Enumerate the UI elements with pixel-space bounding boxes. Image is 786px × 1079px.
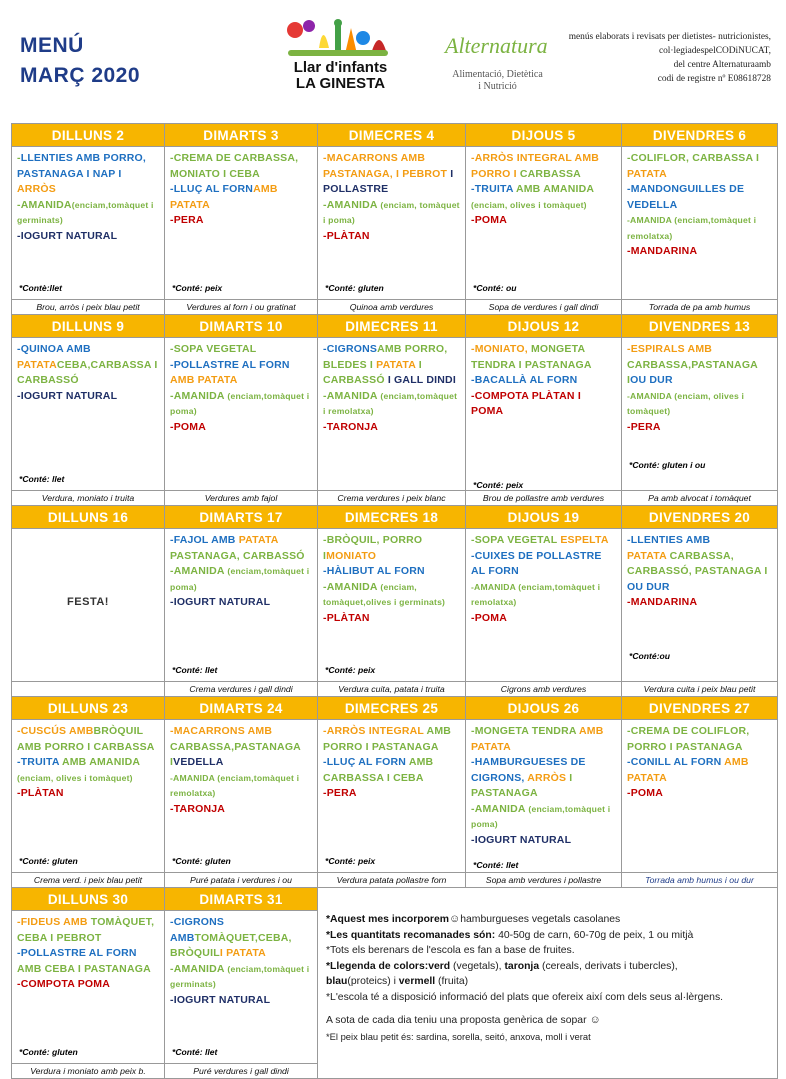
dish-segment: CARBASSA,PASTANAGA I — [627, 358, 758, 386]
dish-segment: -CONILL AL FORN — [627, 756, 725, 768]
allergen-note: *Conté: peix — [325, 856, 376, 866]
dish-segment: -POLLASTRE AL FORN — [170, 358, 290, 371]
day-header: DIMARTS 17 — [165, 506, 318, 529]
dinner-suggestion: Verdura i moniato amb peix b. — [12, 1064, 165, 1079]
dish-segment: PATATA — [627, 167, 667, 180]
legend-green: verd — [428, 960, 451, 972]
menu-dishes — [627, 533, 772, 611]
menu-dishes — [170, 724, 312, 817]
dish-segment: OU DUR — [627, 580, 670, 593]
day-header: DILLUNS 23 — [12, 697, 165, 720]
dish-segment: -AMANIDA — [170, 962, 228, 975]
dish-segment: -AMANIDA — [471, 802, 529, 815]
dietitian-note-line: col·legiadespelCODiNUCAT, — [658, 46, 771, 56]
info-text: 40-50g de carn, 60-70g de peix, 1 ou mitjà — [495, 929, 694, 941]
dinner-suggestion: Brou, arròs i peix blau petit — [12, 300, 165, 315]
dish-segment: AMB AMANIDA — [515, 183, 594, 195]
menu-cell — [165, 529, 318, 682]
dinner-suggestion: Crema verd. i peix blau petit — [12, 873, 165, 888]
day-header: DIJOUS 5 — [466, 124, 622, 147]
dish-segment: (enciam, tomàquet,olives i germinats) — [323, 581, 446, 607]
dish-segment: -MONGETA TENDRA — [471, 725, 579, 737]
dish-segment: -ESPIRALS AMB — [627, 343, 713, 355]
info-spacer — [326, 894, 769, 912]
dish-segment: -POLLASTRE AL FORN — [17, 947, 137, 959]
dish-segment: -IOGURT NATURAL — [17, 389, 118, 402]
allergen-note: *Conté: llet — [172, 665, 218, 675]
provider-subtitle-line1: Alimentació, Dietètica — [452, 69, 543, 80]
day-header: DILLUNS 30 — [12, 888, 165, 911]
menu-dishes — [471, 151, 616, 229]
dish-segment: TOMÀQUET,CEBA, BRÒQUIL — [170, 931, 292, 959]
menu-cell — [12, 338, 165, 491]
dish-segment: (enciam,tomàquet i remolatxa) — [323, 390, 458, 416]
menu-dishes — [627, 724, 772, 802]
dietitian-note-line: menús elaborats i revisats per dietistes- nutricionistes, — [568, 32, 771, 42]
dish-segment: -HÀLIBUT AL FORN — [323, 565, 425, 577]
dish-segment: -COMPOTA POMA — [17, 978, 111, 990]
menu-title: MENÚ — [20, 34, 84, 57]
dish-segment: -QUINOA AMB — [17, 343, 91, 355]
dish-segment: -PERA — [627, 420, 661, 433]
dinner-suggestion: Verdures amb fajol — [165, 491, 318, 506]
dish-segment: (enciam,tomàquet i poma) — [170, 390, 310, 416]
info-text: (cereals, derivats i tubercles), — [539, 960, 678, 972]
dish-segment: - — [17, 152, 21, 164]
dish-segment: PATATA — [627, 549, 670, 562]
dish-segment: AMB PATATA — [170, 374, 238, 386]
smiley-icon: ☺ — [449, 913, 461, 925]
school-name-line2: LA GINESTA — [295, 75, 386, 92]
info-bold: *Aquest mes incorporem — [326, 914, 449, 925]
menu-dishes — [17, 151, 159, 244]
dish-segment: CEBA,CARBASSA I CARBASSÓ — [17, 358, 158, 386]
menu-dishes — [170, 533, 312, 611]
dish-segment: -SOPA VEGETAL — [170, 343, 257, 355]
dish-segment: (enciam,tomàquet i poma) — [170, 566, 310, 592]
info-line: *Tots els berenars de l'escola es fan a base de fruites. — [326, 945, 575, 956]
dish-segment: ARRÒS — [17, 183, 56, 195]
info-text: (fruita) — [435, 976, 469, 987]
dish-segment: -TRUITA — [471, 183, 516, 195]
dinner-suggestion: Verdura cuita, patata i truita — [318, 682, 466, 697]
allergen-note: *Conté: peix — [473, 480, 524, 490]
menu-dishes — [170, 151, 312, 229]
dish-segment: AMB PORRO I PASTANAGA — [323, 725, 452, 753]
info-text: hamburgueses vegetals casolanes — [460, 914, 621, 925]
day-header: DIMECRES 25 — [318, 697, 466, 720]
legend-red: vermell — [398, 976, 436, 987]
allergen-note: *Conté: gluten — [19, 1047, 78, 1057]
menu-cell — [466, 147, 622, 300]
dish-segment: TOMÀQUET, CEBA I PEBROT — [17, 916, 155, 944]
menu-dishes — [471, 533, 616, 626]
dish-segment: OU DUR — [630, 374, 673, 386]
day-header: DIMECRES 4 — [318, 124, 466, 147]
menu-cell — [318, 147, 466, 300]
menu-dishes — [627, 342, 772, 435]
dish-segment: ARRÒS — [527, 771, 570, 784]
dinner-suggestion: Crema verdures i gall dindi — [165, 682, 318, 697]
dish-segment: -CUSCÚS AMB — [17, 725, 94, 737]
dish-segment: PATATA — [376, 358, 419, 371]
menu-table — [11, 123, 778, 1079]
dish-segment: (enciam, tomàquet i poma) — [323, 199, 460, 225]
menu-dishes — [17, 915, 159, 993]
day-header: DIVENDRES 6 — [622, 124, 778, 147]
dish-segment: I POLLASTRE — [323, 167, 454, 195]
dish-segment: MONIATO — [326, 549, 377, 562]
menu-cell — [622, 147, 778, 300]
dish-segment: -PERA — [170, 214, 204, 226]
dish-segment: (enciam, olives i tomàquet) — [471, 199, 587, 210]
dish-segment: -CREMA DE CARBASSA, MONIATO I CEBA — [170, 152, 299, 180]
menu-dishes — [17, 724, 159, 802]
allergen-note: *Conté: peix — [325, 665, 376, 675]
dish-segment: -AMANIDA (enciam, olives i tomàquet) — [627, 390, 745, 416]
dish-segment: -LLENTIES AMB — [627, 534, 711, 546]
dish-segment: -LLUÇ AL FORN — [323, 756, 409, 768]
menu-cell — [622, 529, 778, 682]
dinner-suggestion: Puré verdures i gall dindi — [165, 1064, 318, 1079]
day-header: DILLUNS 9 — [12, 315, 165, 338]
menu-cell — [12, 720, 165, 873]
dinner-suggestion: Pa amb alvocat i tomàquet — [622, 491, 778, 506]
dinner-suggestion: Sopa de verdures i gall dindi — [466, 300, 622, 315]
dish-segment: -MONIATO, — [471, 343, 531, 355]
menu-cell — [165, 720, 318, 873]
allergen-note: *Conté: gluten i ou — [629, 460, 706, 470]
dish-segment: AMB AMANIDA — [61, 756, 140, 768]
menu-cell — [165, 147, 318, 300]
dish-segment: ESPELTA — [560, 534, 609, 546]
info-line — [326, 912, 769, 928]
menu-dishes — [17, 342, 159, 404]
dish-segment: -IOGURT NATURAL — [471, 833, 572, 846]
dish-segment: -IOGURT NATURAL — [170, 596, 271, 608]
dish-segment: PASTANAGA, CARBASSÓ — [170, 549, 305, 562]
dinner-suggestion: Verdura cuita i peix blau petit — [622, 682, 778, 697]
dietitian-note — [541, 30, 771, 86]
dish-segment: I PASTANAGA — [471, 771, 573, 799]
dish-segment: VEDELLA — [173, 756, 224, 768]
info-line: *L'escola té a disposició informació del plats que ofereix així com dels seus al·lèrgens. — [326, 991, 724, 1003]
dish-segment: CARBASSA, CARBASSÓ, PASTANAGA I — [627, 549, 768, 577]
dish-segment: CARBASSA,PASTANAGA I — [170, 740, 301, 768]
info-line: *El peix blau petit és: sardina, sorella, seitó, anxova, moll i verat — [326, 1030, 591, 1042]
dinner-suggestion — [12, 682, 165, 697]
info-line — [326, 928, 769, 944]
provider-name: Alternatura — [445, 33, 548, 58]
info-spacer — [326, 1005, 769, 1013]
dish-segment: -PLÀTAN — [17, 787, 64, 799]
dinner-suggestion: Sopa amb verdures i pollastre — [466, 873, 622, 888]
allergen-note: *Conté:ou — [629, 651, 671, 661]
provider-subtitle — [440, 69, 555, 93]
dinner-suggestion: Verdura, moniato i truita — [12, 491, 165, 506]
dish-segment: -COLIFLOR, CARBASSA I — [627, 152, 760, 164]
dish-segment: -AMANIDA — [170, 389, 228, 402]
dish-segment: -LLUÇ AL FORN — [170, 183, 254, 195]
dish-segment: (enciam,tomàquet i germinats) — [170, 963, 310, 989]
dish-segment: -POMA — [170, 420, 206, 433]
dish-segment: (enciam,tomàquet i germinats) — [17, 199, 154, 225]
menu-dishes — [323, 342, 460, 435]
dish-segment: AMB PORRO, BLEDES I — [323, 343, 448, 371]
day-header: DIJOUS 19 — [466, 506, 622, 529]
dish-segment: -PLÀTAN — [323, 229, 370, 242]
dish-segment: -FAJOL AMB — [170, 534, 239, 546]
dish-segment: -CUIXES DE POLLASTRE AL FORN — [471, 549, 602, 577]
dish-segment: -FIDEUS AMB — [17, 916, 91, 928]
dish-segment: AMB CARBASSA I CEBA — [323, 756, 434, 784]
menu-dishes — [170, 915, 312, 1008]
allergen-note: *Conté: llet — [473, 860, 519, 870]
dish-segment: -AMANIDA — [323, 198, 381, 211]
dish-segment: -AMANIDA — [323, 389, 381, 402]
dish-segment: -AMANIDA — [170, 565, 228, 577]
info-bold: *Les quantitats recomanades són: — [326, 929, 496, 941]
dinner-suggestion: Torrada de pa amb humus — [622, 300, 778, 315]
dish-segment: BRÒQUIL AMB PORRO I CARBASSA — [17, 725, 155, 753]
day-header: DIMARTS 10 — [165, 315, 318, 338]
menu-cell — [466, 529, 622, 682]
dish-segment: -AMANIDA (enciam,tomàquet i remolatxa) — [471, 581, 601, 607]
dish-segment: -MACARRONS AMB — [170, 725, 273, 737]
dish-segment: I PATATA — [219, 947, 266, 959]
day-header: DIMECRES 18 — [318, 506, 466, 529]
holiday-label: FESTA! — [67, 596, 109, 608]
dish-segment: AMB PATATA — [471, 725, 604, 753]
dinner-suggestion: Quinoa amb verdures — [318, 300, 466, 315]
info-line — [326, 974, 769, 990]
menu-dishes — [471, 724, 616, 848]
allergen-note: *Contè:llet — [19, 283, 62, 293]
allergen-note: *Conté: gluten — [19, 856, 78, 866]
day-header: DIJOUS 12 — [466, 315, 622, 338]
dish-segment: -AMANIDA (enciam,tomàquet i remolatxa) — [627, 215, 757, 241]
menu-dishes — [323, 151, 460, 244]
legend-orange: taronja — [504, 960, 540, 972]
dinner-suggestion: Crema verdures i peix blanc — [318, 491, 466, 506]
day-header: DIJOUS 26 — [466, 697, 622, 720]
allergen-note: *Conté: ou — [473, 283, 517, 293]
menu-dishes — [471, 342, 616, 420]
dish-segment: -AMANIDA (enciam,tomàquet i remolatxa) — [170, 772, 300, 798]
dinner-suggestion: Verdures al forn i ou gratinat — [165, 300, 318, 315]
day-header: DIVENDRES 20 — [622, 506, 778, 529]
menu-dishes — [170, 342, 312, 435]
legend-blue: blau — [326, 976, 348, 987]
menu-cell — [466, 338, 622, 491]
dish-segment: PATATA — [238, 534, 279, 546]
allergen-note: *Conté: peix — [172, 283, 223, 293]
menu-cell — [622, 720, 778, 873]
dish-segment: -CIGRONS — [323, 343, 378, 355]
menu-cell — [12, 529, 165, 682]
menu-cell — [165, 338, 318, 491]
info-text: (proteics) i — [347, 976, 399, 987]
dish-segment: -MANDONGUILLES DE VEDELLA — [627, 183, 745, 211]
dish-segment: -COMPOTA PLÀTAN I POMA — [471, 389, 581, 417]
dish-segment: -AMANIDA — [17, 198, 72, 211]
dinner-suggestion: Torrada amb humus i ou dur — [622, 873, 778, 888]
menu-cell — [12, 147, 165, 300]
dish-segment: -MACARRONS AMB PASTANAGA, I PEBROT — [323, 152, 451, 180]
menu-cell — [622, 338, 778, 491]
dinner-suggestion: Cigrons amb verdures — [466, 682, 622, 697]
day-header: DILLUNS 16 — [12, 506, 165, 529]
dish-segment: AMB PATATA — [627, 756, 749, 784]
dish-segment: AMB CEBA I PASTANAGA — [17, 962, 151, 975]
dish-segment: -TARONJA — [323, 420, 379, 433]
info-bold: *Llegenda de colors: — [326, 960, 429, 972]
dish-segment: -CIGRONS AMB — [170, 916, 225, 944]
smiley-icon: ☺ — [589, 1014, 601, 1026]
dish-segment: -BRÒQUIL, PORRO I — [323, 534, 423, 562]
menu-cell — [318, 529, 466, 682]
dish-segment: -MANDARINA — [627, 596, 698, 608]
dish-segment: (enciam,tomàquet i poma) — [471, 803, 611, 829]
month-title: MARÇ 2020 — [20, 64, 141, 87]
allergen-note: *Conté: llet — [19, 474, 65, 484]
dish-segment: I GALL DINDI — [387, 374, 456, 386]
provider-logo — [440, 25, 555, 100]
info-line — [326, 959, 769, 975]
dinner-suggestion: Brou de pollastre amb verdures — [466, 491, 622, 506]
dinner-suggestion: Verdura patata pollastre forn — [318, 873, 466, 888]
day-header: DIMECRES 11 — [318, 315, 466, 338]
school-logo-figures-icon — [283, 18, 398, 60]
dish-segment: (enciam, olives i tomàquet) — [17, 772, 133, 783]
dish-segment: I CARBASSÓ — [323, 358, 422, 386]
day-header: DIMARTS 24 — [165, 697, 318, 720]
dish-segment: -IOGURT NATURAL — [17, 229, 118, 242]
dish-segment: -PERA — [323, 787, 357, 799]
dish-segment: -BACALLÀ AL FORN — [471, 374, 578, 386]
dish-segment: -POMA — [627, 787, 663, 799]
day-header: DIMARTS 3 — [165, 124, 318, 147]
dish-segment: MONGETA TENDRA I PASTANAGA — [471, 343, 592, 371]
dish-segment: -PLÀTAN — [323, 611, 370, 624]
dish-segment: -CREMA DE COLIFLOR, PORRO I PASTANAGA — [627, 725, 750, 753]
dish-segment: -AMANIDA — [323, 580, 381, 593]
school-name-line1: Llar d'infants — [293, 59, 388, 76]
info-text: A sota de cada dia teniu una proposta genèrica de sopar — [326, 1015, 587, 1026]
menu-dishes — [323, 724, 460, 802]
dish-segment: PATATA — [17, 358, 57, 371]
dish-segment: -SOPA VEGETAL — [471, 534, 561, 546]
menu-dishes — [627, 151, 772, 260]
menu-cell — [466, 720, 622, 873]
info-line — [326, 1013, 769, 1029]
dish-segment: -MANDARINA — [627, 245, 698, 257]
day-header: DIVENDRES 13 — [622, 315, 778, 338]
dish-segment: AMB PATATA — [170, 183, 278, 211]
school-logo — [283, 18, 398, 96]
allergen-note: *Conté: gluten — [172, 856, 231, 866]
dish-segment: -IOGURT NATURAL — [170, 993, 271, 1006]
dish-segment: -ARRÒS INTEGRAL AMB PORRO I — [471, 152, 600, 180]
info-text: (vegetals), — [450, 960, 505, 972]
dish-segment: -TRUITA — [17, 756, 62, 768]
day-header: DILLUNS 2 — [12, 124, 165, 147]
menu-cell — [318, 720, 466, 873]
day-header: DIVENDRES 27 — [622, 697, 778, 720]
dish-segment: -POMA — [471, 611, 507, 624]
allergen-note: *Conté: llet — [172, 1047, 218, 1057]
dietitian-note-line: codi de registre nº E08618728 — [657, 74, 771, 84]
dietitian-note-line: del centre Alternaturaamb — [673, 60, 771, 70]
allergen-note: *Conté: gluten — [325, 283, 384, 293]
menu-dishes — [323, 533, 460, 626]
dish-segment: -HAMBURGUESES DE CIGRONS, — [471, 756, 586, 784]
day-header: DIMARTS 31 — [165, 888, 318, 911]
dish-segment: -TARONJA — [170, 802, 226, 815]
provider-subtitle-line2: i Nutrició — [478, 81, 517, 92]
dinner-suggestion: Puré patata i verdures i ou — [165, 873, 318, 888]
dish-segment: -POMA — [471, 214, 507, 226]
dish-segment: -ARRÒS INTEGRAL — [323, 725, 427, 737]
dish-segment: LLENTIES AMB PORRO, PASTANAGA I NAP I — [17, 152, 147, 180]
menu-cell — [12, 911, 165, 1064]
dish-segment: CARBASSA — [519, 167, 581, 180]
menu-cell — [318, 338, 466, 491]
menu-cell — [165, 911, 318, 1064]
info-panel — [318, 888, 778, 1079]
